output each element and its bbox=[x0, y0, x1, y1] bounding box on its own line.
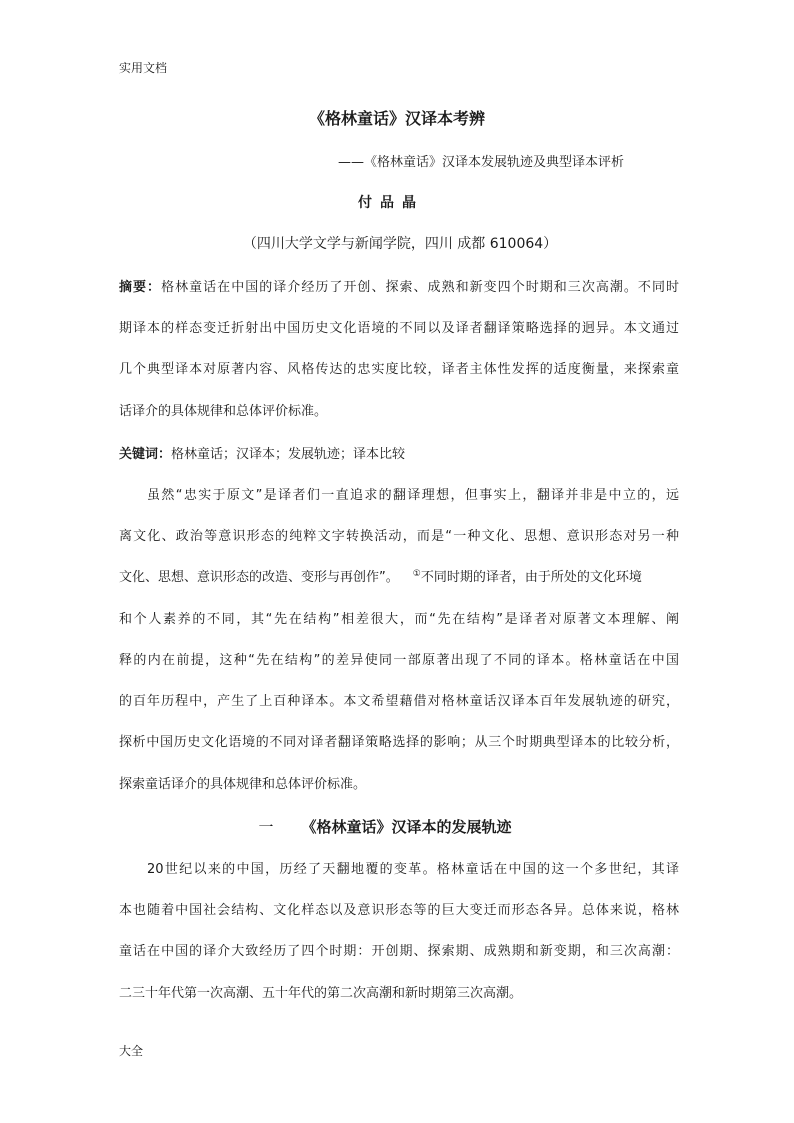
page-footer: 大全 bbox=[119, 1044, 144, 1058]
intro-line-6: 的百年历程中，产生了上百种译本。本文希望藉借对格林童话汉译本百年发展轨迹的研究， bbox=[119, 694, 679, 709]
document-title: 《格林童话》汉译本考辨 bbox=[308, 109, 485, 128]
keywords-line bbox=[119, 443, 405, 462]
abstract-line-2: 期译本的样态变迁折射出中国历史文化语境的不同以及译者翻译策略选择的迥异。本文通过 bbox=[119, 321, 679, 336]
section-heading bbox=[0, 816, 770, 837]
intro-line-5: 释的内在前提，这种“先在结构”的差异使同一部原著出现了不同的译本。格林童话在中国 bbox=[119, 653, 679, 668]
abstract-label: 摘要： bbox=[119, 280, 162, 295]
intro-line-3 bbox=[119, 566, 642, 585]
page-header: 实用文档 bbox=[119, 61, 168, 75]
abstract-line-3: 几个典型译本对原著内容、风格传达的忠实度比较，译者主体性发挥的适度衡量，来探索童 bbox=[119, 362, 679, 377]
section-title: 《格林童话》汉译本的发展轨迹 bbox=[301, 818, 512, 836]
intro-line-7: 探析中国历史文化语境的不同对译者翻译策略选择的影响；从三个时期典型译本的比较分析， bbox=[119, 735, 679, 750]
section-line-2: 本也随着中国社会结构、文化样态以及意识形态等的巨大变迁而形态各异。总体来说，格林 bbox=[119, 903, 679, 918]
abstract-text: 格林童话在中国的译介经历了开创、探索、成熟和新变四个时期和三次高潮。不同时 bbox=[161, 280, 679, 295]
intro-line-3a: 文化、思想、意识形态的改造、变形与再创作”。 bbox=[119, 570, 399, 585]
intro-line-1: 虽然“忠实于原文”是译者们一直追求的翻译理想，但事实上，翻译并非是中立的，远 bbox=[147, 488, 679, 503]
author-name: 付品晶 bbox=[358, 195, 424, 211]
section-line-3: 童话在中国的译介大致经历了四个时期：开创期、探索期、成熟期和新变期，和三次高潮： bbox=[119, 944, 679, 959]
document-subtitle: ——《格林童话》汉译本发展轨迹及典型译本评析 bbox=[338, 155, 625, 170]
intro-line-3b: 不同时期的译者，由于所处的文化环境 bbox=[420, 570, 642, 585]
abstract-line-4: 话译介的具体规律和总体评价标准。 bbox=[119, 404, 328, 419]
keywords-text: 格林童话；汉译本；发展轨迹；译本比较 bbox=[171, 447, 406, 462]
intro-line-8: 探索童话译介的具体规律和总体评价标准。 bbox=[119, 777, 367, 792]
keywords-label: 关键词： bbox=[119, 447, 172, 462]
section-number: 一 bbox=[258, 818, 274, 836]
section-line-1: 20世纪以来的中国，历经了天翻地覆的变革。格林童话在中国的这一个多世纪，其译 bbox=[147, 862, 679, 877]
intro-line-2: 离文化、政治等意识形态的纯粹文字转换活动，而是“一种文化、思想、意识形态对另一种 bbox=[119, 529, 679, 544]
footnote-marker: ① bbox=[412, 568, 421, 579]
intro-line-4: 和个人素养的不同，其“先在结构”相差很大，而“先在结构”是译者对原著文本理解、阐 bbox=[119, 612, 679, 627]
abstract-line-1 bbox=[119, 276, 679, 295]
author-affiliation: （四川大学文学与新闻学院，四川 成都 610064） bbox=[242, 236, 558, 252]
section-line-4: 二三十年代第一次高潮、五十年代的第二次高潮和新时期第三次高潮。 bbox=[119, 986, 523, 1001]
